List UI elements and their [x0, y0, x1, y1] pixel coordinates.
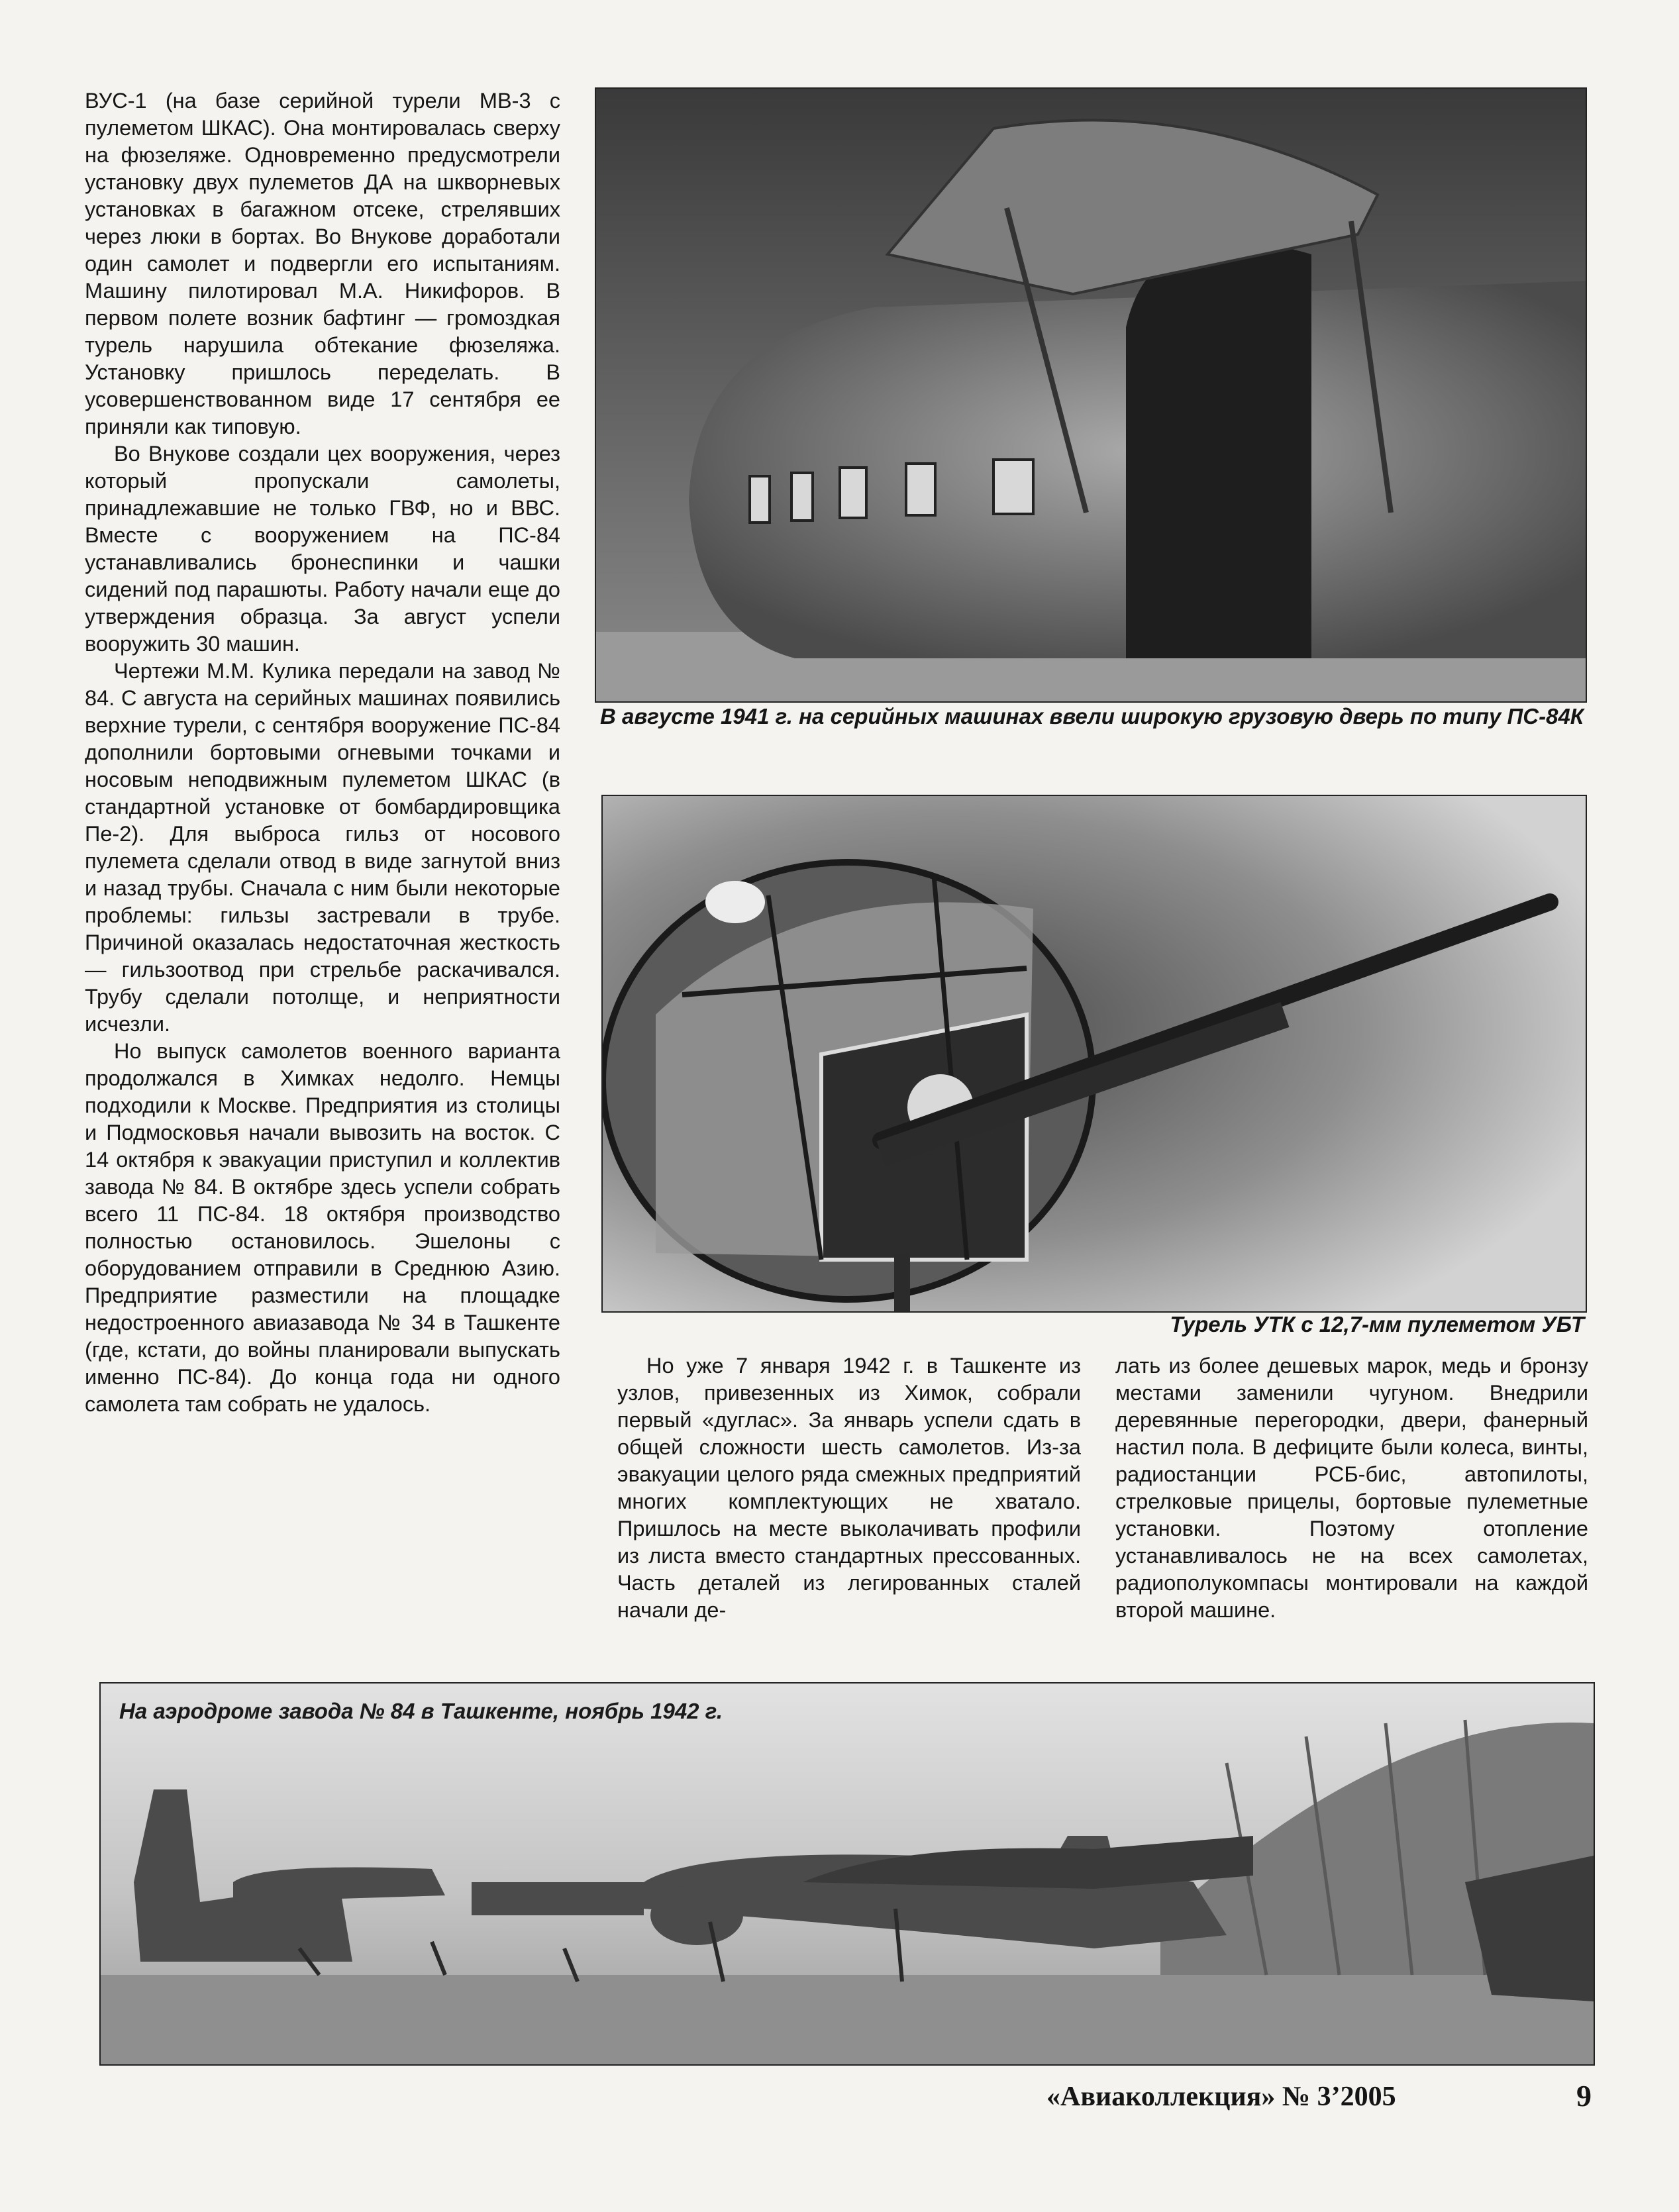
photo-caption-cargo-door: В августе 1941 г. на серийных машинах ввели широкую грузовую дверь по типу ПС-84К [600, 704, 1584, 729]
paragraph: ВУС-1 (на базе серийной турели МВ-3 с пулеметом ШКАС). Она монтировалась сверху на фюзеляже. Одновременно предусмотрели установку двух пулеметов ДА на шкворневых установках в багажном отсеке, стрелявших через люки в бортах. Во Внукове доработали один самолет и подвергли его испытаниям. Машину пилотировал М.А. Никифоров. В первом полете возник бафтинг — громоздкая турель нарушила обтекание фюзеляжа. Установку пришлось переделать. В усовершенствованном виде 17 сентября ее приняли как типовую. [85, 89, 560, 438]
paragraph: Но уже 7 января 1942 г. в Ташкенте из узлов, привезенных из Химок, собрали первый «дуглас». За январь успели сдать в общей сложности шесть самолетов. Из-за эвакуации целого ряда смежных предприятий многих комплектующих не хватало. Пришлось на месте выколачивать профили из листа вместо стандартных прессованных. Часть деталей из легированных сталей начали де- [617, 1354, 1081, 1622]
fuselage-illustration [596, 89, 1586, 701]
photo-caption-turret: Турель УТК с 12,7-мм пулеметом УБТ [1170, 1312, 1584, 1336]
text-column-right [1115, 1352, 1588, 1624]
text-column-left [85, 87, 560, 1418]
paragraph: Чертежи М.М. Кулика передали на завод № 84. С августа на серийных машинах появились верхние турели, с сентября вооружение ПС-84 дополнили бортовыми огневыми точками и носовым неподвижным пулеметом ШКАС (в стандартной установке от бомбардировщика Пе-2). Для выброса гильз от носового пулемета сделали отвод в виде загнутой вниз и назад трубы. Сначала с ним были некоторые проблемы: гильзы застревали в трубе. Причиной оказалась недостаточная жесткость — гильзоотвод при стрельбе раскачивался. Трубу сделали потолще, и неприятности исчезли. [85, 659, 560, 1036]
paragraph: Но выпуск самолетов военного варианта продолжался в Химках недолго. Немцы подходили к Москве. Предприятия из столицы и Подмосковья начали вывозить на восток. С 14 октября к эвакуации приступил и коллектив завода № 84. В октябре здесь успели собрать всего 11 ПС-84. 18 октября производство полностью остановилось. Эшелоны с оборудованием отправили в Среднюю Азию. Предприятие разместили на площадке недостроенного авиазавода № 34 в Ташкенте (где, кстати, до войны планировали выпускать именно ПС-84). До конца года ни одного самолета там собрать не удалось. [85, 1039, 560, 1416]
turret-illustration [603, 796, 1586, 1311]
photo-turret [601, 795, 1587, 1313]
airfield-illustration [101, 1684, 1594, 2064]
photo-airfield [99, 1682, 1595, 2066]
journal-issue: «Авиаколлекция» № 3’2005 [1046, 2082, 1396, 2112]
paragraph: лать из более дешевых марок, медь и бронзу местами заменили чугуном. Внедрили деревянные перегородки, двери, фанерный настил пола. В дефиците были колеса, винты, радиостанции РСБ-бис, автопилоты, стрелковые прицелы, бортовые пулеметные установки. Поэтому отопление устанавливалось не на всех самолетах, радиополукомпасы монтировали на каждой второй машине. [1115, 1354, 1588, 1622]
paragraph: Во Внукове создали цех вооружения, через который пропускали самолеты, принадлежавшие не только ГВФ, но и ВВС. Вместе с вооружением на ПС-84 устанавливались бронеспинки и чашки сидений под парашюты. Работу начали еще до утверждения образца. За август успели вооружить 30 машин. [85, 442, 560, 656]
photo-caption-airfield: На аэродроме завода № 84 в Ташкенте, ноябрь 1942 г. [119, 1699, 723, 1723]
text-column-middle [617, 1352, 1081, 1624]
page-number: 9 [1576, 2079, 1592, 2113]
photo-cargo-door [595, 87, 1587, 703]
